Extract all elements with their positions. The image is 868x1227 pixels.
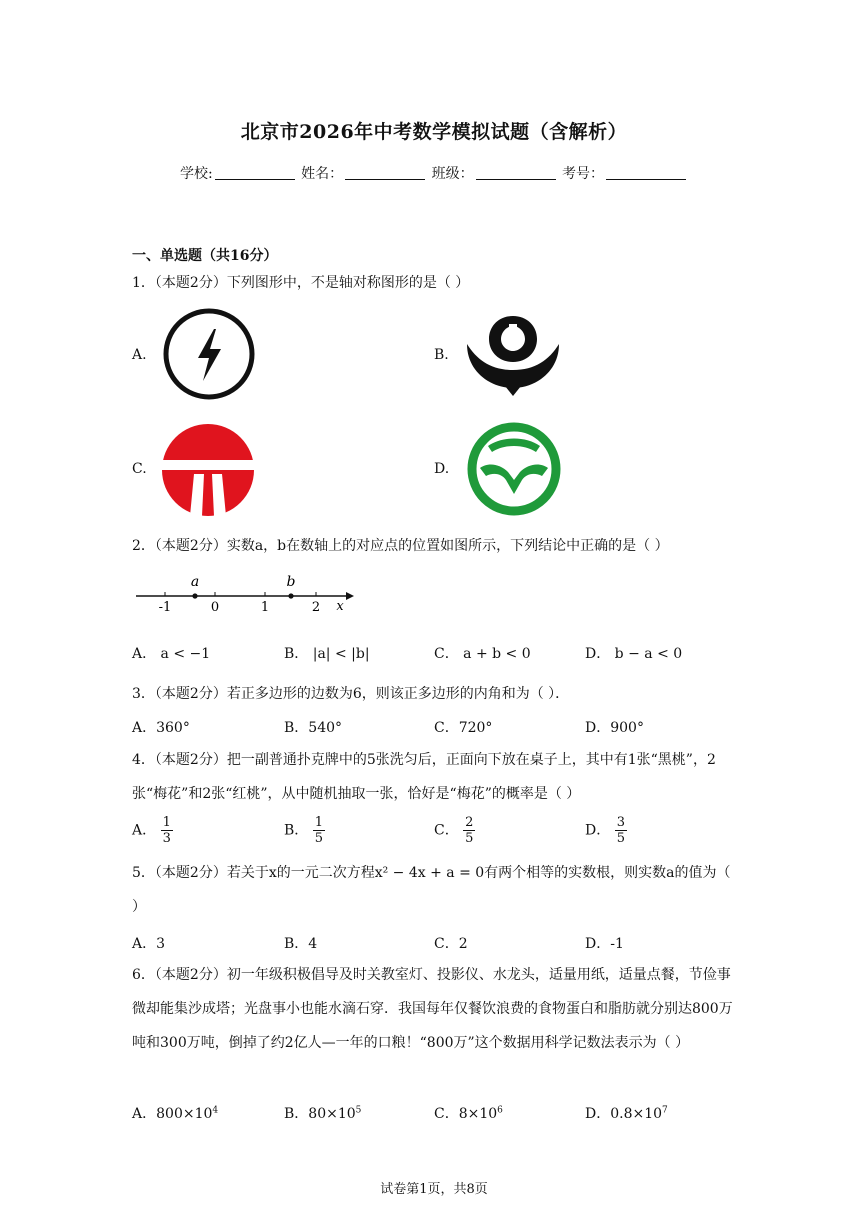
fraction: [161, 815, 173, 846]
fraction: [615, 815, 627, 846]
numerator: 1: [162, 815, 171, 830]
q3-option-a: A．360°: [132, 720, 190, 736]
question-4-stem: 4．（本题2分）把一副普通扑克牌中的5张洗匀后，正面向下放在桌子上，其中有1张“黑桃”，2张“梅花”和2张“红桃”，从中随机抽取一张，恰好是“梅花”的概率是（ ）: [132, 752, 716, 802]
option-label: B．: [284, 822, 309, 839]
q5-option-b: B．4: [284, 936, 318, 952]
denominator: 5: [314, 831, 324, 846]
q4-option-d: [585, 815, 627, 846]
q4-option-b: [284, 815, 325, 846]
point-a: [192, 593, 197, 598]
exam-no-label: 考号：: [562, 166, 605, 182]
question-2-stem: 2．（本题2分）实数a，b在数轴上的对应点的位置如图所示，下列结论中正确的是（ ）: [132, 538, 669, 554]
name-blank: [345, 165, 425, 180]
option-label: D．: [585, 1106, 611, 1122]
option-label: D．: [585, 822, 611, 839]
numerator: 3: [616, 815, 625, 830]
sci-exponent: 7: [662, 1105, 668, 1116]
denominator: 3: [162, 831, 171, 846]
fraction: [463, 815, 475, 846]
option-label: A．: [132, 1106, 157, 1122]
student-info-line: [0, 163, 868, 183]
class-label: 班级：: [431, 166, 474, 182]
q5-option-d: D．-1: [585, 936, 624, 952]
emblem-logo-icon: [465, 314, 561, 396]
q1-option-b-label: B.: [434, 347, 449, 363]
q2-option-a: A． a < −1: [132, 646, 211, 662]
q1-option-d-label: D.: [434, 461, 450, 477]
question-6-stem: 6．（本题2分）初一年级积极倡导及时关教室灯、投影仪、水龙头，适量用纸，适量点餐，节俭事微却能集沙成塔；光盘事小也能水滴石穿．我国每年仅餐饮浪费的食物蛋白和脂肪就分别达800万吨和300万吨，倒掉了约2亿人—一年的口粮！“800万”这个数据用科学记数法表示为（ ）: [132, 967, 733, 1051]
q2-option-d: D． b − a < 0: [585, 646, 683, 662]
option-label: C．: [434, 822, 459, 839]
q6-option-b: [284, 1103, 361, 1123]
sci-exponent: 4: [212, 1105, 219, 1116]
exam-no-blank: [606, 165, 686, 180]
school-label: 学校:: [179, 166, 213, 182]
denominator: 5: [616, 831, 625, 846]
tick-label: -1: [158, 600, 172, 615]
sci-base: 8×10: [458, 1106, 498, 1122]
sci-base: 0.8×10: [610, 1106, 663, 1122]
lightning-circle-icon: [160, 308, 258, 400]
q4-option-a: [132, 815, 173, 846]
denominator: 5: [465, 831, 474, 846]
q1-option-c-label: C.: [132, 461, 147, 477]
sci-base: 800×10: [156, 1106, 213, 1122]
q2-option-b: B． |a| < |b|: [284, 646, 370, 662]
axis-variable-label: x: [336, 599, 344, 614]
sci-exponent: 5: [355, 1105, 362, 1116]
section-heading: 一、单选题（共16分）: [132, 248, 278, 264]
q5-option-c: C．2: [434, 936, 468, 952]
tick-label: 2: [311, 600, 321, 615]
page-title: 北京市2026年中考数学模拟试题（含解析）: [240, 121, 628, 143]
option-label: C．: [434, 1106, 459, 1122]
option-label: A．: [132, 822, 157, 839]
question-3-stem: 3．（本题2分）若正多边形的边数为6，则该正多边形的内角和为（ ）．: [132, 686, 570, 702]
class-blank: [476, 165, 556, 180]
sci-base: 80×10: [308, 1106, 356, 1122]
tick-label: 1: [260, 600, 270, 615]
number-line-arrow: [346, 592, 354, 600]
option-label: B．: [284, 1106, 309, 1122]
point-b: [288, 593, 293, 598]
name-label: 姓名：: [301, 166, 344, 182]
q4-option-c: [434, 815, 475, 846]
q6-option-a: [132, 1103, 218, 1123]
school-blank: [215, 165, 295, 180]
q2-option-c: C． a + b < 0: [434, 646, 531, 662]
q6-option-c: [434, 1103, 503, 1123]
numerator: 2: [465, 815, 474, 830]
q5-option-a: A．3: [132, 936, 166, 952]
tick-label: 0: [210, 600, 220, 615]
point-b-label: b: [286, 574, 296, 590]
question-1-stem: 1．（本题2分）下列图形中，不是轴对称图形的是（ ）: [132, 275, 470, 291]
page-footer: 试卷第1页，共8页: [380, 1182, 488, 1197]
red-roadsign-icon: [160, 424, 256, 516]
question-5-stem: 5．（本题2分）若关于x的一元二次方程x² − 4x + a = 0有两个相等的实数根，则实数a的值为（ ）: [132, 865, 731, 915]
q3-option-c: C．720°: [434, 720, 493, 736]
green-leaf-logo-icon: [466, 422, 562, 516]
q6-option-d: [585, 1103, 668, 1123]
sci-exponent: 6: [497, 1105, 503, 1116]
point-a-label: a: [190, 574, 200, 590]
fraction: [313, 815, 325, 846]
q1-option-a-label: A.: [132, 347, 147, 363]
numerator: 1: [314, 815, 324, 830]
number-line-diagram: [132, 572, 362, 616]
q3-option-b: B．540°: [284, 720, 343, 736]
q3-option-d: D．900°: [585, 720, 644, 736]
